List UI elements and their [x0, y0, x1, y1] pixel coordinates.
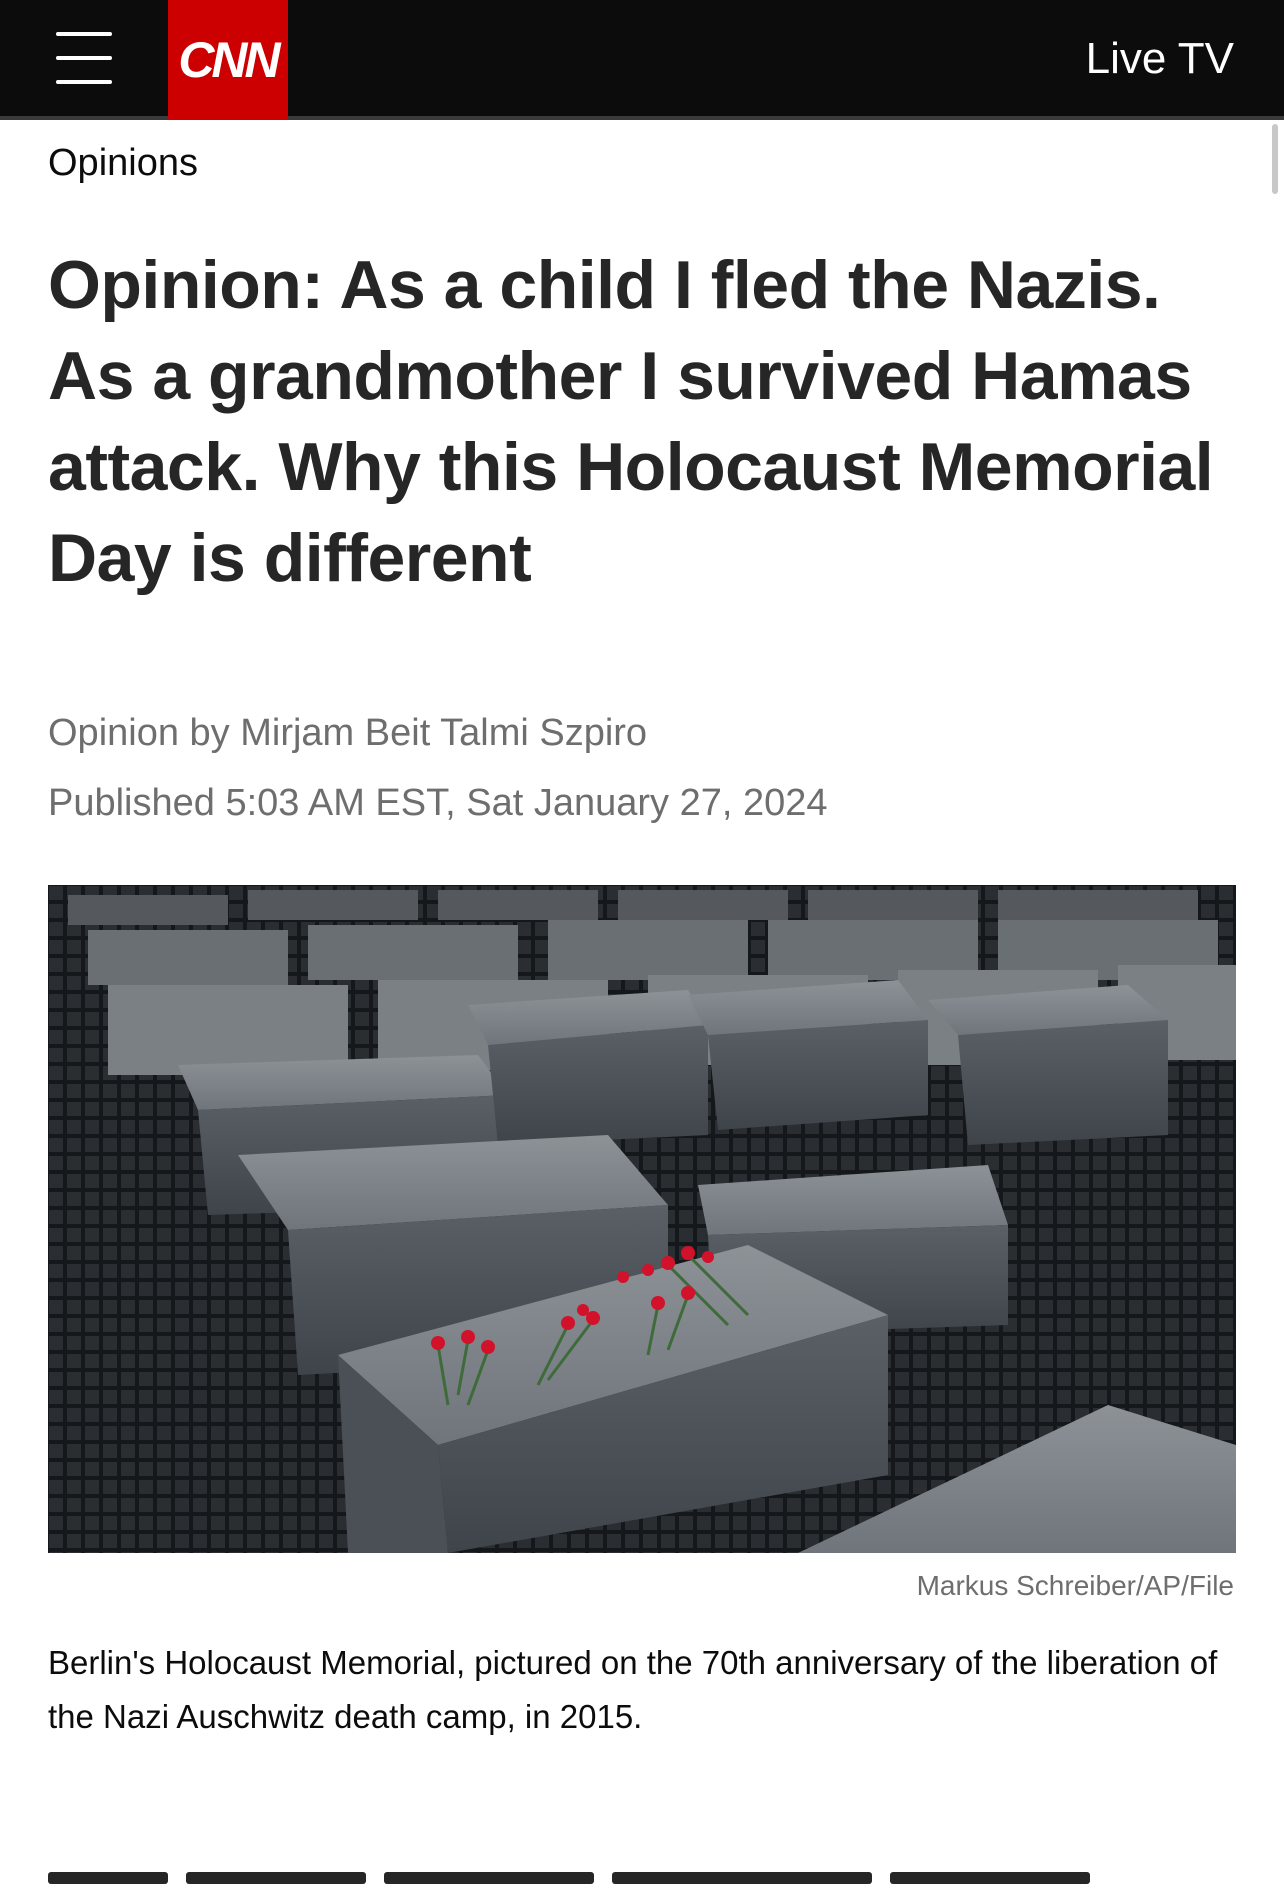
article-byline: Opinion by Mirjam Beit Talmi Szpiro: [48, 712, 648, 754]
section-label[interactable]: Opinions: [48, 142, 198, 184]
hamburger-menu-icon[interactable]: [56, 32, 112, 84]
memorial-photo: [48, 885, 1236, 1553]
article-body-preview: [48, 1862, 1238, 1892]
cnn-logo[interactable]: CNN: [168, 0, 288, 120]
hero-image[interactable]: [48, 885, 1236, 1553]
image-credit: Markus Schreiber/AP/File: [916, 1570, 1234, 1601]
published-timestamp: Published 5:03 AM EST, Sat January 27, 2024: [48, 782, 828, 824]
top-navigation-bar: [0, 0, 1284, 120]
page-scrollbar[interactable]: [1272, 124, 1278, 194]
image-caption: Berlin's Holocaust Memorial, pictured on the 70th anniversary of the liberation of the Nazi Auschwitz death camp, in 2015.: [48, 1644, 1218, 1735]
article-headline: Opinion: As a child I fled the Nazis. As a grandmother I survived Hamas attack. Why this Holocaust Memorial Day is different: [48, 247, 1214, 596]
live-tv-link[interactable]: Live TV: [1085, 34, 1234, 83]
